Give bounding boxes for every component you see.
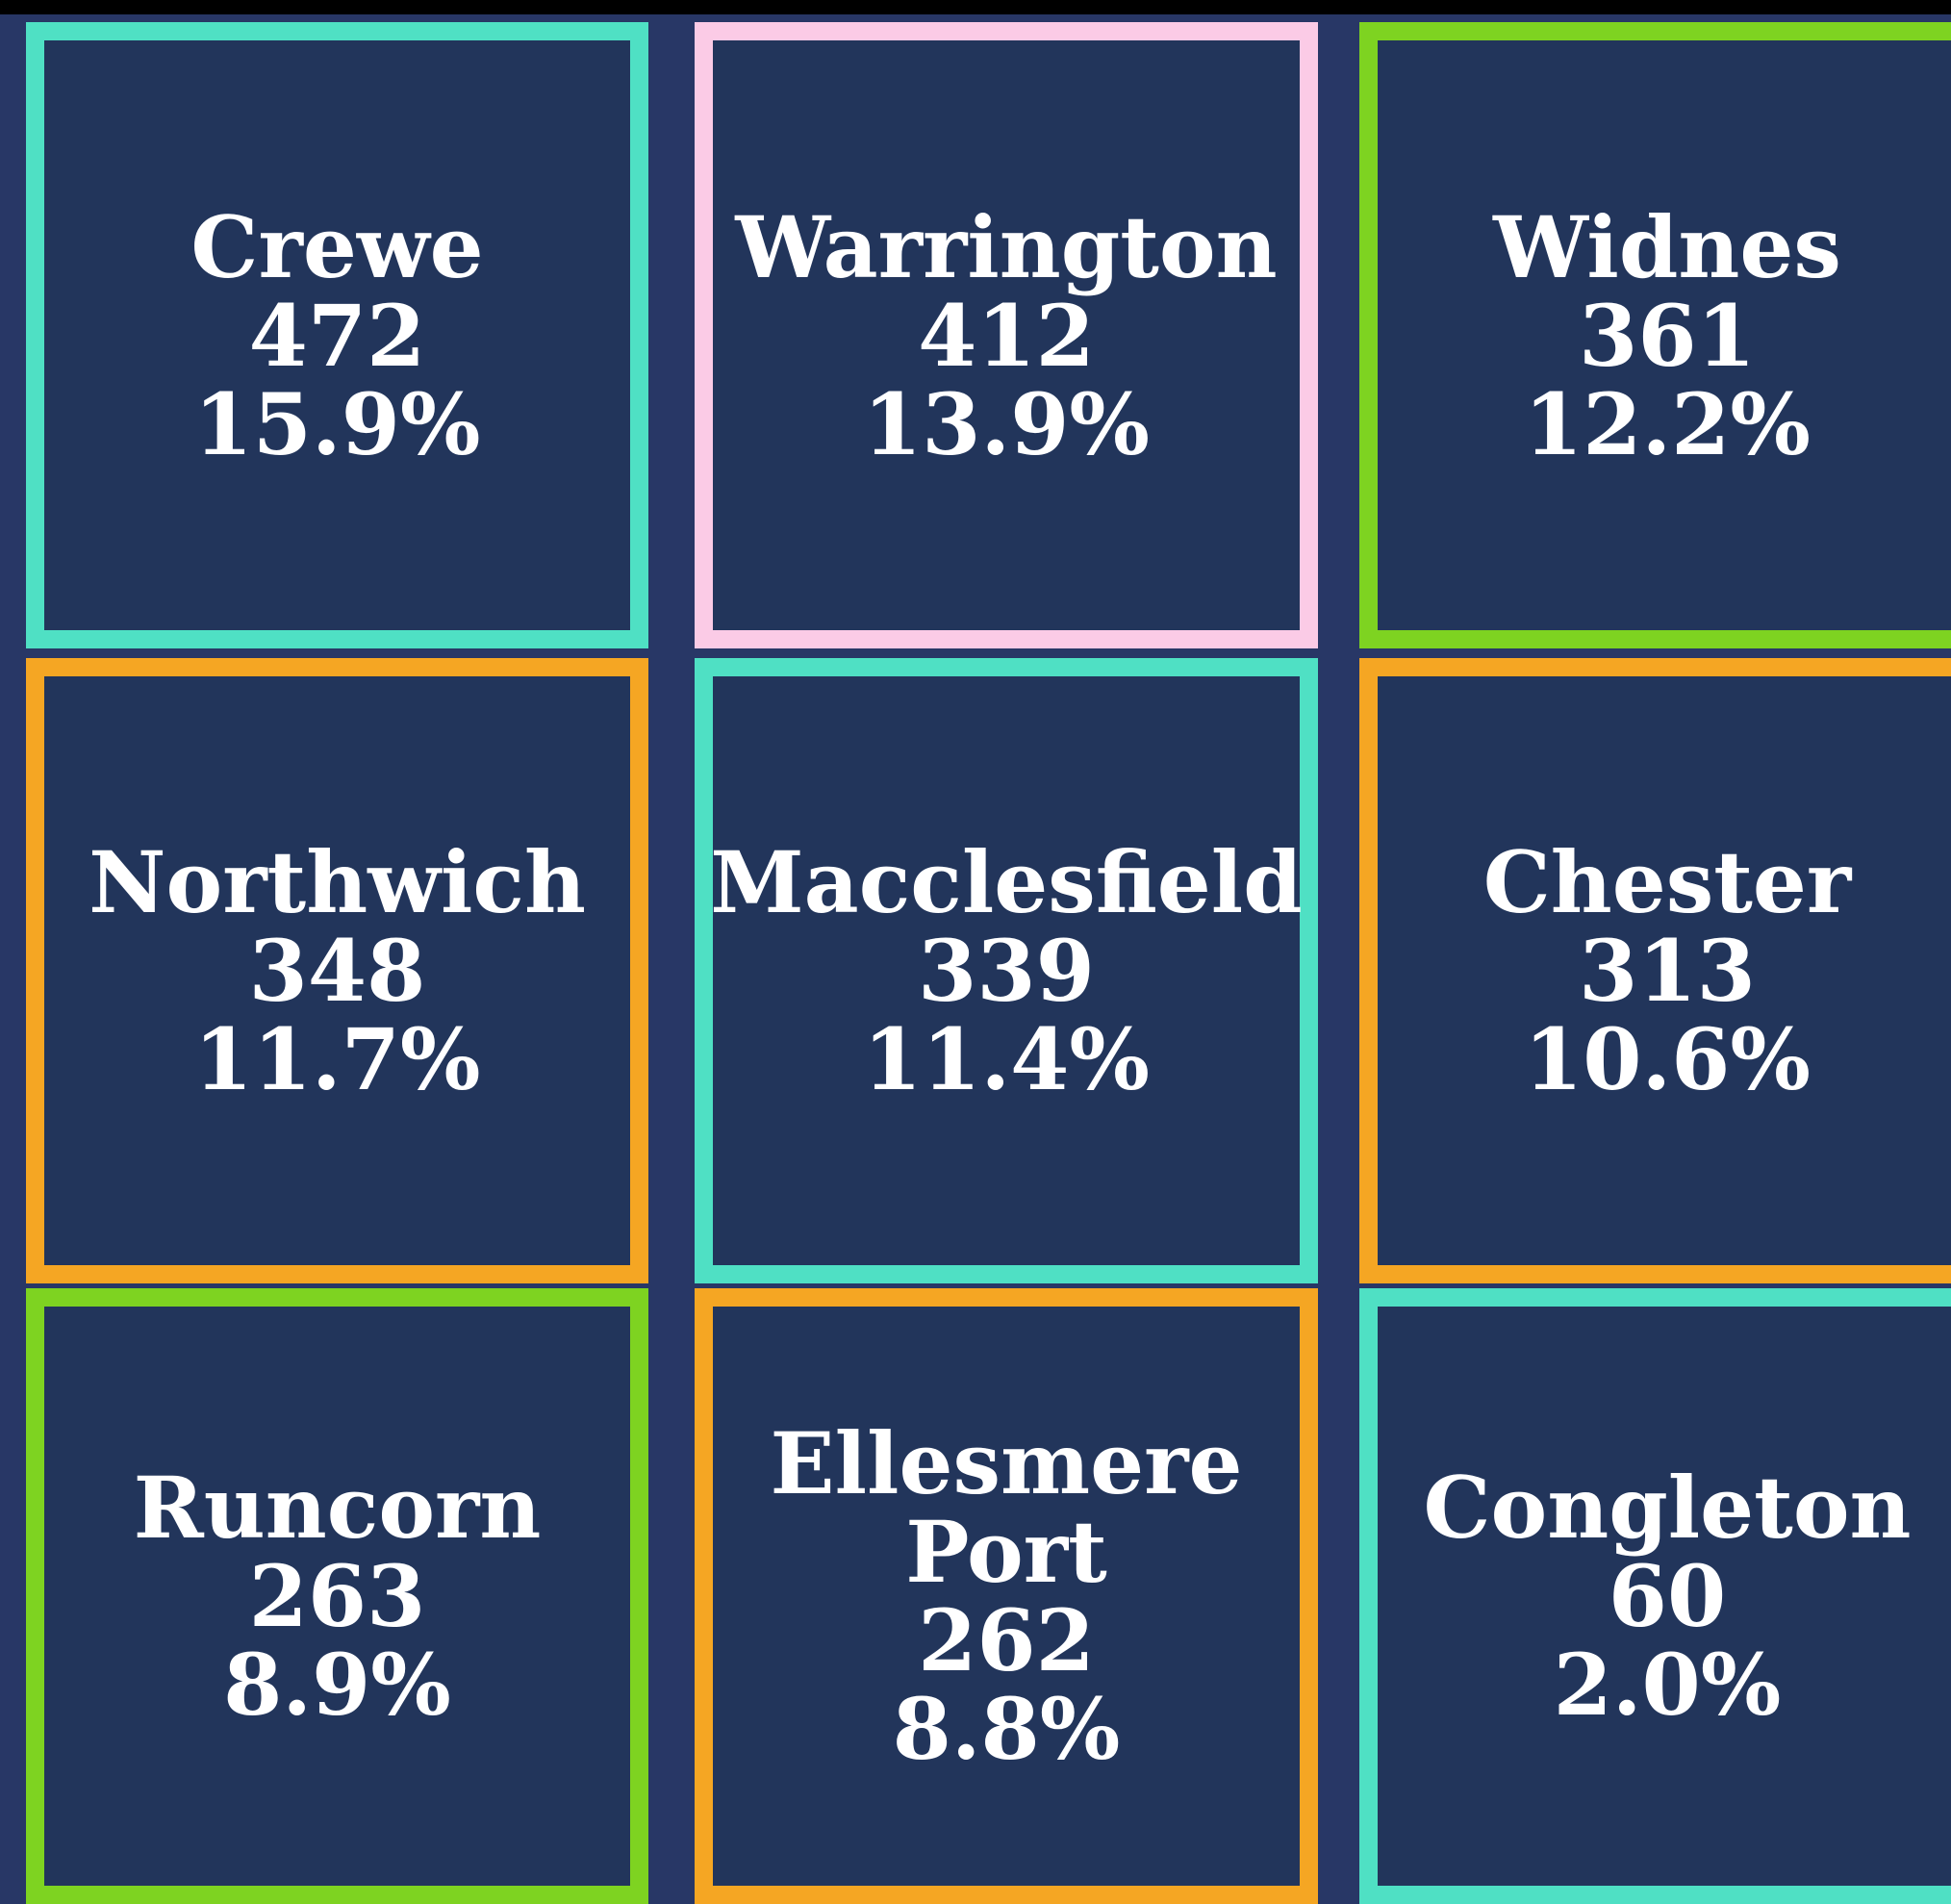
tile-label: Warrington 412 13.9% (735, 196, 1278, 474)
tile-label: Congleton 60 2.0% (1423, 1458, 1912, 1735)
treemap-tile (26, 22, 648, 648)
treemap-tile (1359, 22, 1951, 648)
tile-label: Macclesfield 339 11.4% (710, 832, 1303, 1109)
treemap-tile (695, 22, 1318, 648)
tile-label: Chester 313 10.6% (1482, 832, 1852, 1109)
tile-label: Northwich 348 11.7% (89, 832, 586, 1109)
treemap-tile (695, 658, 1318, 1283)
tile-label: Ellesmere Port 262 8.8% (770, 1413, 1243, 1779)
treemap-tile (695, 1288, 1318, 1904)
treemap-tile (1359, 1288, 1951, 1904)
tile-label: Runcorn 263 8.9% (133, 1458, 542, 1735)
tile-label: Widnes 361 12.2% (1493, 196, 1841, 474)
treemap-tile (26, 1288, 648, 1904)
tile-label: Crewe 472 15.9% (190, 196, 484, 474)
treemap-tile (26, 658, 648, 1283)
treemap-tile (1359, 658, 1951, 1283)
